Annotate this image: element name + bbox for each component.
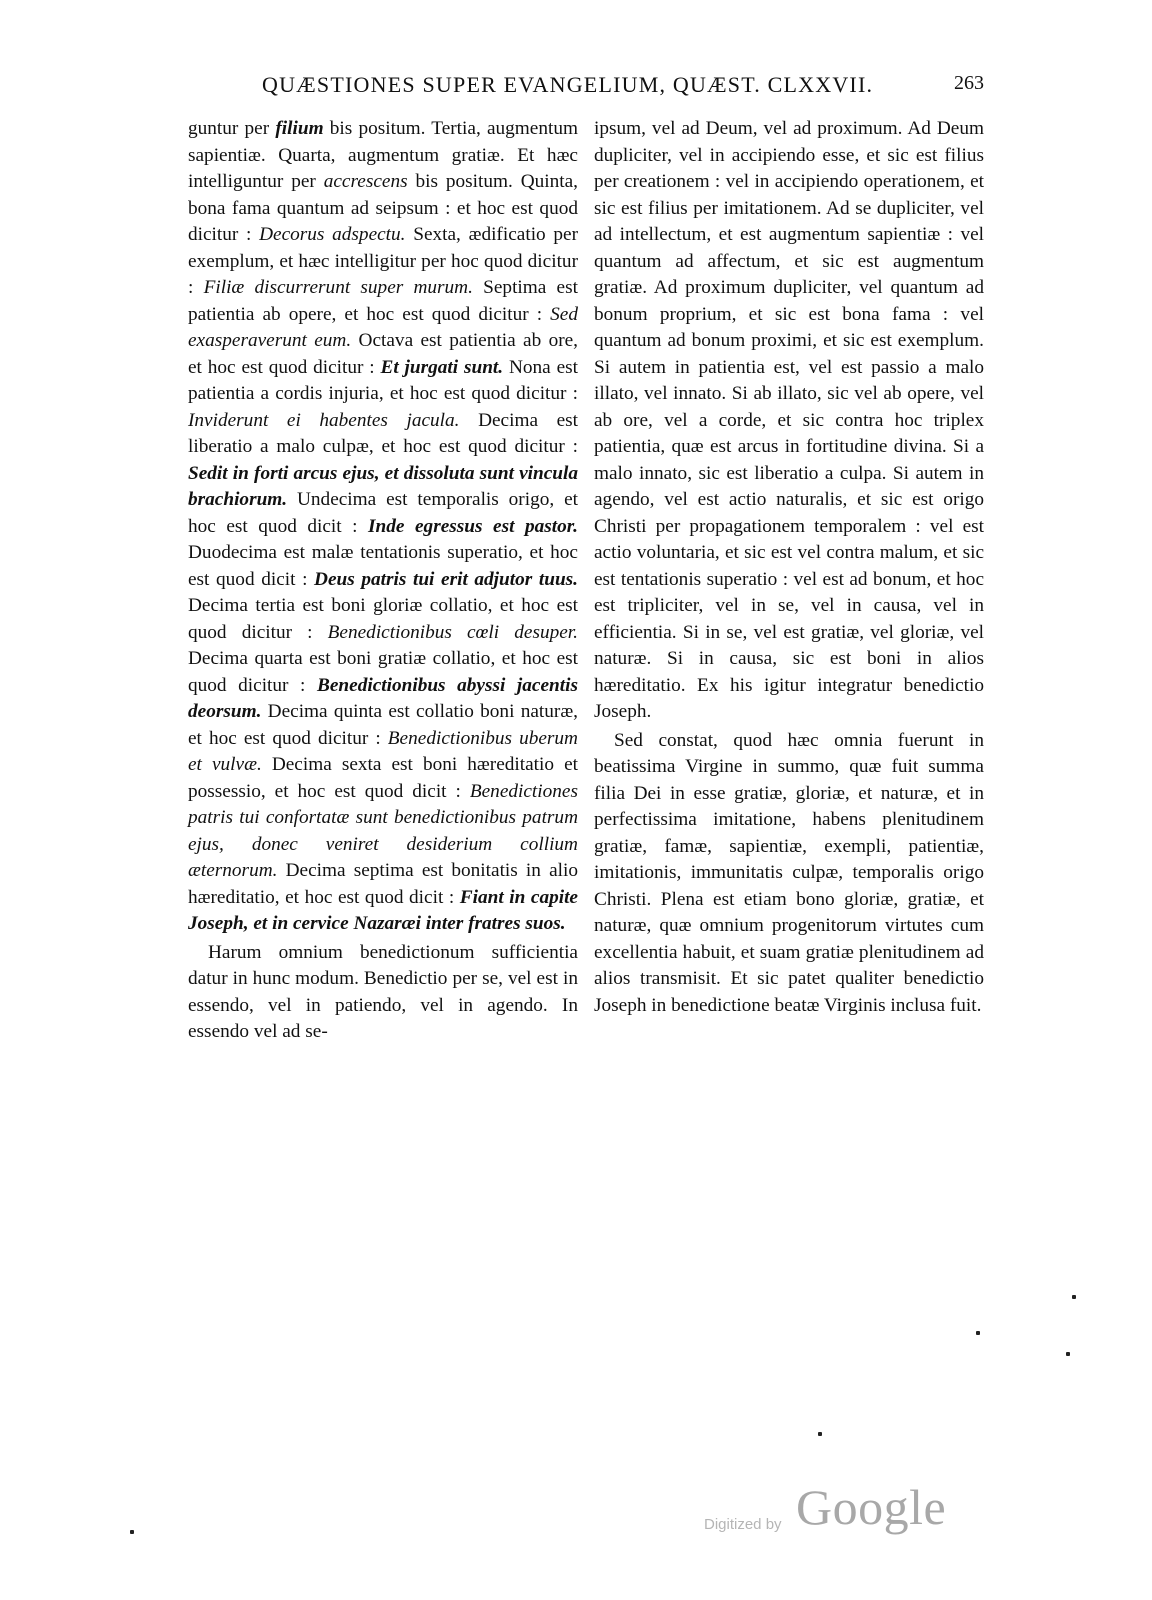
speck [1072,1295,1076,1299]
right-paragraph-1: ipsum, vel ad Deum, vel ad proximum. Ad Deum dupliciter, vel in accipiendo esse, et sic est filius per creationem : vel in accipiendo operationem, et sic est filius per imitationem. Ad se dupliciter, vel ad intellectum, et est augmentum sapientiæ : vel quantum ad affectum, et sic est augmentum gratiæ. Ad proximum dupliciter, vel quantum ad bonum proprium, et sic est bona fama : vel quantum ad bonum proximi, et sic est exemplum. Si autem in patientia est, vel est passio a malo illato, vel innato. Si ab illato, sic vel ab opere, vel ab ore, vel a corde, et sic contra hoc triplex patientia, quæ est arcus in fortitudine divina. Si a malo innato, sic est liberatio a culpa. Si autem in agendo, vel est actio naturalis, et sic est origo Christi per propagationem temporalem : vel est actio voluntaria, et sic est vel contra malum, et sic est tentationis superatio : vel est ad bonum, et hoc est tripliciter, vel in se, vel in causa, vel in efficientia. Si in se, vel est gratiæ, vel gloriæ, vel naturæ. Si in causa, sic est boni in alios hæreditatio. Ex his igitur integratur benedictio Joseph. [594,118,984,722]
left-paragraph-1: guntur per filium bis positum. Tertia, augmentum sapientiæ. Quarta, augmentum gratiæ. Et hæc intelliguntur per accrescens bis positum. Quinta, bona fama quantum ad seipsum : et hoc est quod dicitur : Decorus adspectu. Sexta, ædificatio per exemplum, et hæc intelligitur per hoc quod dicitur : Filiæ discurrerunt super murum. Septima est patientia ab opere, et hoc est quod dicitur : Sed exasperaverunt eum. Octava est patientia ab ore, et hoc est quod dicitur : Et jurgati sunt. Nona est patientia a cordis injuria, et hoc est quod dicitur : Inviderunt ei habentes jacula. Decima est liberatio a malo culpæ, et hoc est quod dicitur : Sedit in forti arcus ejus, et dissoluta sunt vincula brachiorum. Undecima est temporalis origo, et hoc est quod dicit : Inde egressus est pastor. Duodecima est malæ tentationis superatio, et hoc est quod dicit : Deus patris tui erit adjutor tuus. Decima tertia est boni gloriæ collatio, et hoc est quod dicitur : Benedictionibus cœli desuper. Decima quarta est boni gratiæ collatio, et hoc est quod dicitur : Benedictionibus abyssi jacentis deorsum. Decima quinta est collatio boni naturæ, et hoc est quod dicitur : Benedictionibus uberum et vulvæ. Decima sexta est boni hæreditatio et possessio, et hoc est quod dicit : Benedictiones patris tui confortatæ sunt benedictionibus patrum ejus, donec veniret desiderium collium æternorum. Decima septima est bonitatis in alio hæreditatio, et hoc est quod dicit : Fiant in capite Joseph, et in cervice Nazaræi inter fratres suos. [188,118,579,934]
italic-quotation: Decorus adspectu. [259,224,406,245]
italic-quotation: Benedictiones patris tui confortatæ sunt benedictionibus patrum ejus, donec veniret desiderium collium æternorum. [188,780,578,881]
italic-quotation: Inviderunt ei habentes jacula. [188,409,460,431]
italic-quotation: Sed exasperaverunt eum. [188,303,578,351]
right-paragraph-2: Sed constat, quod hæc omnia fuerunt in beatissima Virgine in summo, quæ fuit summa filia Dei in esse gratiæ, gloriæ, et naturæ, et in perfectissima imitatione, habens plenitudinem gratiæ, famæ, sapientiæ, exempli, patientiæ, imitationis, immunitatis culpæ, temporalis origo Christi. Plena est etiam bono gloriæ, gratiæ, et naturæ, quæ omnium progenitorum virtutes cum excellentia habuit, et suam gratiæ plenitudinem ad alios transmisit. Et sic patet qualiter benedictio Joseph in benedictione beatæ Virginis inclusa fuit. [594,729,984,1016]
left-column [188,116,578,1046]
speck [1066,1352,1070,1356]
running-title: QUÆSTIONES SUPER EVANGELIUM, QUÆST. CLXXVII. [262,72,874,97]
italic-quotation: Benedictionibus cœli desuper. [327,621,578,643]
bold-italic-quotation: Deus patris tui erit adjutor tuus. [314,568,579,590]
bold-italic-quotation: Fiant in capite Joseph, et in cervice Nazaræi inter fratres suos. [188,886,578,934]
digitized-by-label: Digitized by [704,1516,782,1533]
speck [130,1530,134,1534]
bold-italic-quotation: Sedit in forti arcus ejus, et dissoluta sunt vincula brachiorum. [188,462,578,510]
page-number: 263 [954,72,984,94]
bold-italic-quotation: Benedictionibus abyssi jacentis deorsum. [188,674,578,722]
italic-quotation: Benedictionibus uberum et vulvæ. [188,727,578,775]
italic-quotation: accrescens [323,171,408,192]
right-column [594,116,984,1019]
bold-italic-quotation: Inde egressus est pastor. [368,515,578,537]
italic-quotation: Filiæ discurrerunt super murum. [203,277,473,298]
speck [818,1432,822,1436]
google-logo: Google [796,1479,947,1535]
bold-italic-quotation: Et jurgati sunt. [380,356,504,378]
page-header [262,72,984,112]
speck [976,1331,980,1335]
bold-italic-quotation: filium [275,118,324,139]
left-paragraph-2: Harum omnium benedictionum sufficientia datur in hunc modum. Benedictio per se, vel est in essendo, vel in patiendo, vel in agendo. In essendo vel ad se- [188,941,578,1042]
digitized-by-google-watermark [704,1478,947,1548]
